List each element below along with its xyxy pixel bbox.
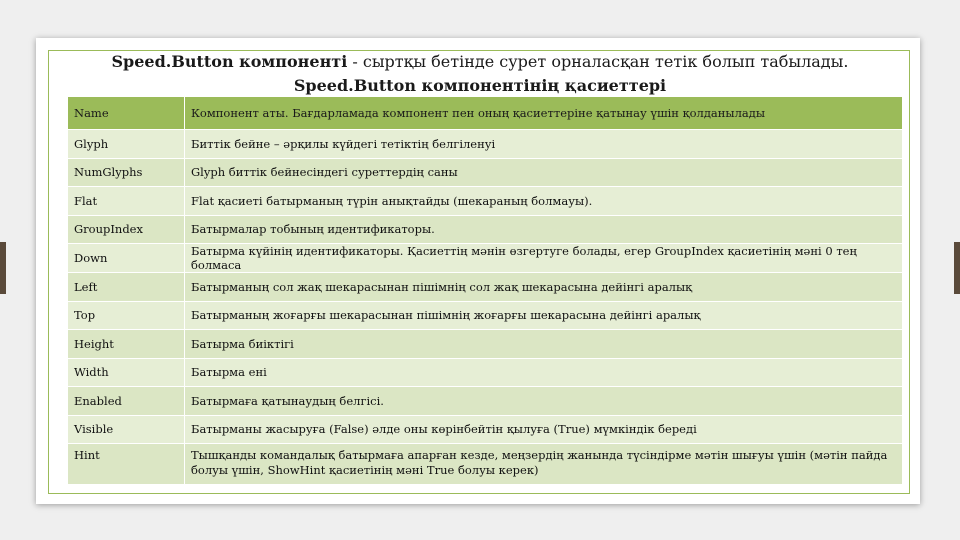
- left-accent-bar: [0, 242, 6, 294]
- slide-title-line2: Speed.Button компонентінің қасиеттері: [293, 76, 667, 95]
- title-component-name: Speed.Button компоненті: [111, 52, 348, 71]
- table-header-row: [68, 97, 903, 130]
- table-row: [68, 415, 903, 444]
- property-name-cell: Glyph: [68, 130, 185, 159]
- table-row: [68, 301, 903, 330]
- property-name-cell: NumGlyphs: [68, 158, 185, 187]
- property-name-cell: Enabled: [68, 387, 185, 416]
- property-name-cell: Height: [68, 330, 185, 359]
- table-row: [68, 130, 903, 159]
- property-desc-cell: Батырманың жоғарғы шекарасынан пішімнің жоғарғы шекарасына дейінгі аралық: [185, 301, 903, 330]
- property-desc-cell: Биттік бейне – әрқилы күйдегі тетіктің белгіленуі: [185, 130, 903, 159]
- title-description: - сыртқы бетінде сурет орналасқан тетік болып табылады.: [347, 52, 849, 71]
- property-desc-cell: Батырма күйінің идентификаторы. Қасиеттің мәнін өзгертуге болады, егер GroupIndex қасиетінің мәні 0 тең болмаса: [185, 244, 903, 273]
- property-desc-cell: Flat қасиеті батырманың түрін анықтайды (шекараның болмауы).: [185, 187, 903, 216]
- property-desc-cell: Батырмалар тобының идентификаторы.: [185, 215, 903, 244]
- property-name-cell: Name: [68, 97, 185, 130]
- slide-title-line1: [70, 52, 890, 71]
- properties-table: [67, 96, 903, 485]
- property-desc-cell: Компонент аты. Бағдарламада компонент пен оның қасиеттеріне қатынау үшін қолданылады: [185, 97, 903, 130]
- table-row: [68, 273, 903, 302]
- property-desc-cell: Батырманың сол жақ шекарасынан пішімнің сол жақ шекарасына дейінгі аралық: [185, 273, 903, 302]
- property-desc-cell: Батырма биіктігі: [185, 330, 903, 359]
- property-desc-cell: Батырмаға қатынаудың белгісі.: [185, 387, 903, 416]
- property-desc-cell: Батырманы жасыруға (False) әлде оны көрінбейтін қылуға (True) мүмкіндік береді: [185, 415, 903, 444]
- property-name-cell: Down: [68, 244, 185, 273]
- table-row: [68, 187, 903, 216]
- property-desc-cell: Тышқанды командалық батырмаға апарған кезде, меңзердің жанында түсіндірме мәтін шығуы үшін (мәтін пайда болуы үшін, ShowHint қасиетінің мәні True болуы керек): [185, 444, 903, 485]
- property-name-cell: Left: [68, 273, 185, 302]
- property-name-cell: GroupIndex: [68, 215, 185, 244]
- property-name-cell: Hint: [68, 444, 185, 485]
- table-row: [68, 387, 903, 416]
- table-row: [68, 330, 903, 359]
- table-row: [68, 244, 903, 273]
- right-accent-bar: [954, 242, 960, 294]
- table-row: [68, 444, 903, 485]
- property-desc-cell: Glyph биттік бейнесіндегі суреттердің саны: [185, 158, 903, 187]
- property-desc-cell: Батырма ені: [185, 358, 903, 387]
- table-row: [68, 358, 903, 387]
- property-name-cell: Top: [68, 301, 185, 330]
- table-row: [68, 215, 903, 244]
- table-row: [68, 158, 903, 187]
- property-name-cell: Flat: [68, 187, 185, 216]
- property-name-cell: Width: [68, 358, 185, 387]
- property-name-cell: Visible: [68, 415, 185, 444]
